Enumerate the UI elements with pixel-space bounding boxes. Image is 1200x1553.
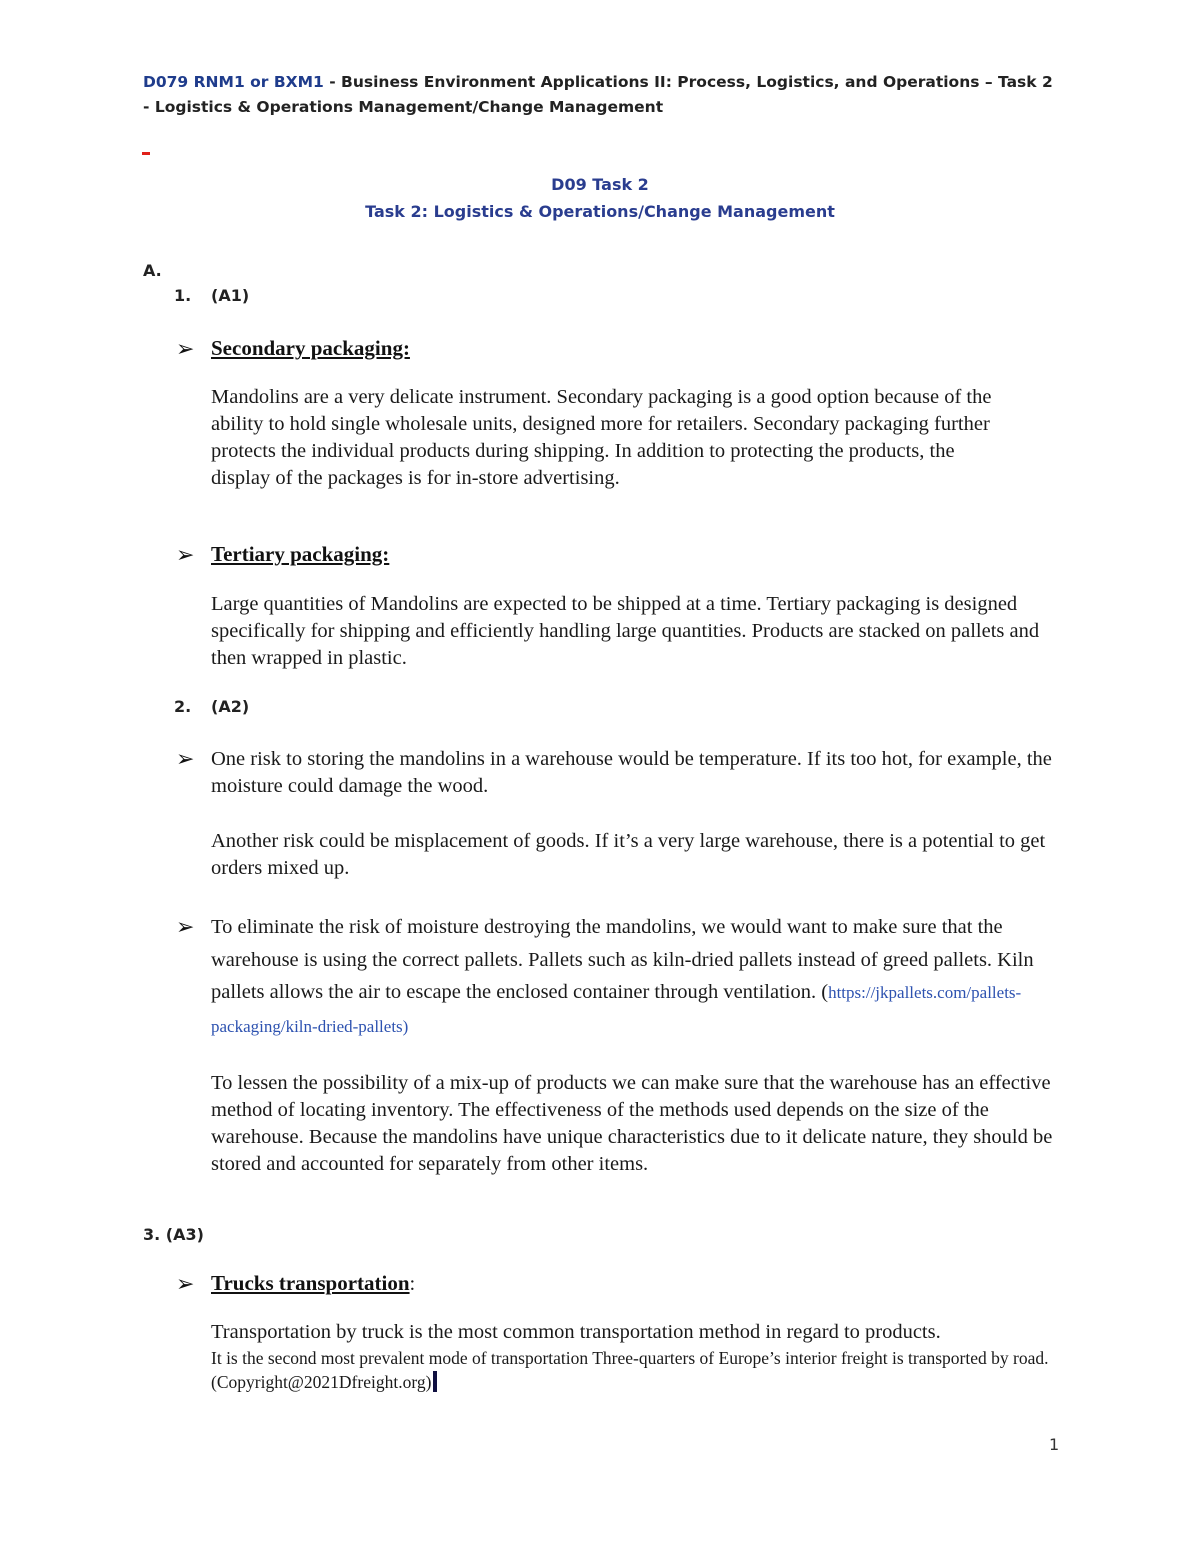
mitigation-1-text — [211, 911, 1071, 1043]
paragraph: It is the second most prevalent mode of transportation Three-quarters of Europe’s interior freight is transported by road. (Copyright@2021Dfreight.org) — [211, 1348, 1049, 1392]
trucks-transportation-heading: Trucks transportation — [211, 1271, 410, 1295]
link-close-paren: ) — [402, 1016, 409, 1036]
text-cursor — [433, 1371, 437, 1392]
item-label-a3: 3. (A3) — [143, 1225, 204, 1244]
doc-subtitle: Task 2: Logistics & Operations/Change Management — [365, 202, 835, 221]
arrow-bullet-icon: ➢ — [176, 336, 195, 361]
paragraph: Another risk could be misplacement of goods. If it’s a very large warehouse, there is a potential to get orders mixed up. — [211, 830, 1046, 879]
arrow-bullet-icon: ➢ — [176, 1271, 195, 1296]
document-header — [143, 70, 1063, 120]
heading-colon: : — [409, 1273, 416, 1295]
item-label-a2: (A2) — [211, 697, 250, 716]
paragraph: One risk to storing the mandolins in a warehouse would be temperature. If its too hot, for example, the moisture could damage the wood. — [211, 748, 1052, 797]
item-number: 1. — [174, 286, 192, 305]
risk-1-text — [211, 746, 1071, 800]
arrow-bullet-icon: ➢ — [176, 542, 195, 567]
course-code: D079 RNM1 or BXM1 — [143, 73, 324, 91]
tertiary-packaging-heading: Tertiary packaging: — [211, 542, 390, 566]
paragraph: Transportation by truck is the most common transportation method in regard to products. — [211, 1321, 941, 1343]
page-number: 1 — [1049, 1435, 1060, 1454]
mitigation-text: To eliminate the risk of moisture destroying the mandolins, we would want to make sure that the warehouse is using the correct pallets. Pallets such as kiln-dried pallets instead of greed pallets. Kiln pallets allows the air to escape the enclosed container through ventilation. ( — [211, 916, 1034, 1003]
arrow-bullet-icon: ➢ — [176, 914, 195, 939]
red-dash-mark — [142, 152, 150, 155]
trucks-text — [211, 1319, 1071, 1346]
item-number: 2. — [174, 697, 192, 716]
kiln-pallets-link[interactable]: https://jkpallets.com/pallets-packaging/kiln-dried-pallets — [211, 983, 1022, 1036]
paragraph: Mandolins are a very delicate instrument. Secondary packaging is a good option because of the ability to hold single wholesale units, designed more for retailers. Secondary packaging further protects the individual products during shipping. In addition to protecting the products, the display of the packages is for in-store advertising. — [211, 386, 992, 489]
paragraph: Large quantities of Mandolins are expected to be shipped at a time. Tertiary packaging is designed specifically for shipping and efficiently handling large quantities. Products are stacked on pallets and then wrapped in plastic. — [211, 593, 1040, 669]
arrow-bullet-icon: ➢ — [176, 746, 195, 771]
trucks-small-text — [211, 1346, 1061, 1394]
course-title: - Business Environment Applications II: Process, Logistics, and Operations – Task 2 - Logistics & Operations Management/Change Management — [143, 73, 1053, 116]
secondary-packaging-heading: Secondary packaging: — [211, 336, 410, 360]
item-label-a1: (A1) — [211, 286, 250, 305]
mitigation-2-text — [211, 1070, 1071, 1178]
paragraph: To lessen the possibility of a mix-up of products we can make sure that the warehouse has an effective method of locating inventory. The effectiveness of the methods used depends on the size of the warehouse. Because the mandolins have unique characteristics due to it delicate nature, they should be stored and accounted for separately from other items. — [211, 1072, 1053, 1175]
trucks-heading-row — [211, 1271, 415, 1298]
risk-2-text — [211, 828, 1051, 882]
tertiary-packaging-text — [211, 591, 1041, 672]
doc-title: D09 Task 2 — [551, 175, 649, 194]
section-label: A. — [143, 261, 162, 280]
secondary-packaging-text — [211, 384, 1011, 492]
